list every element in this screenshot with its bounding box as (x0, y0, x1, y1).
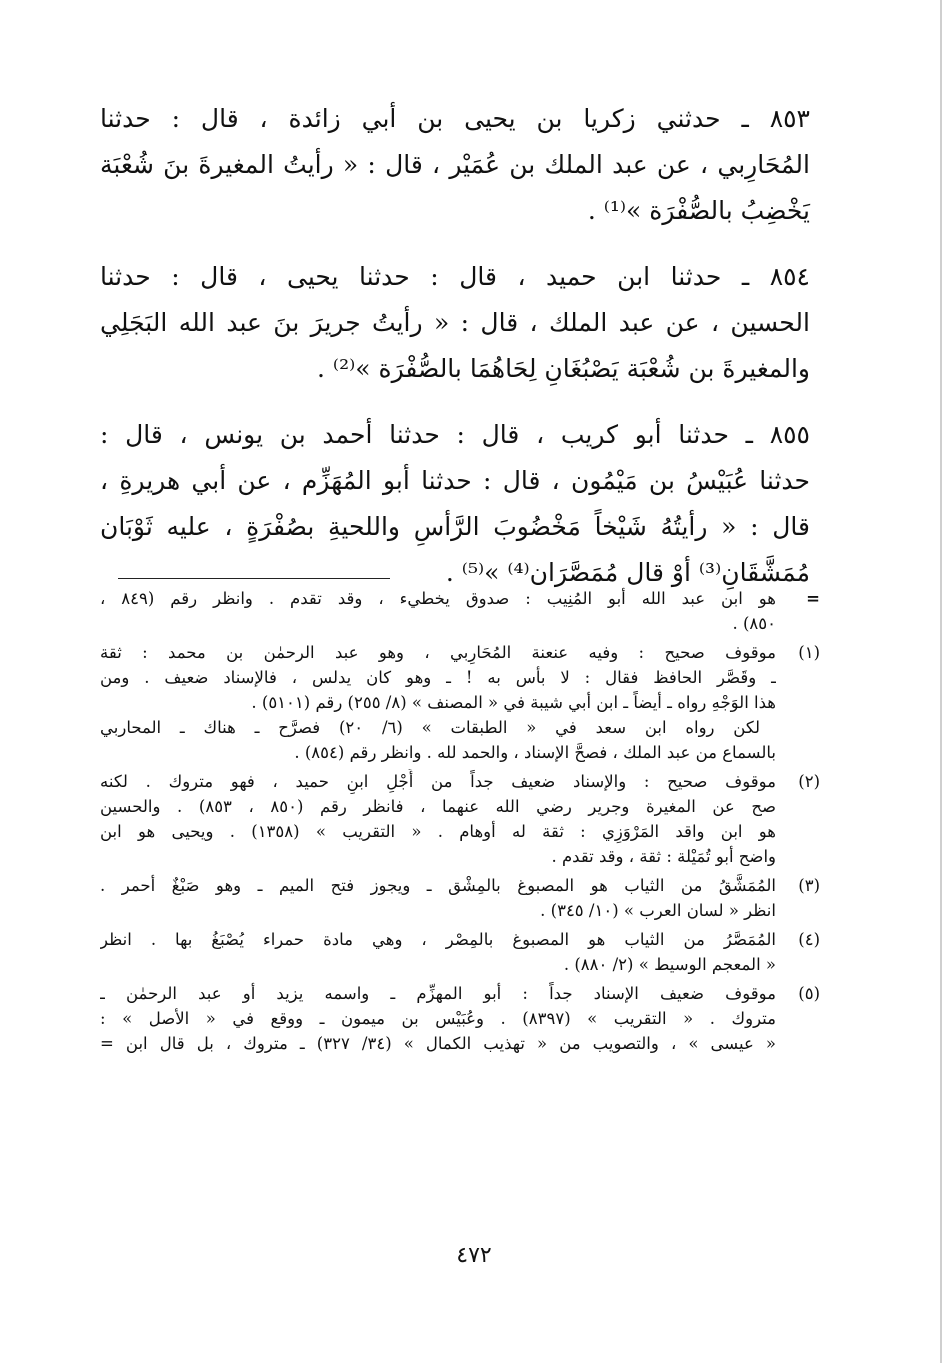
footnote-line: ٨٥٠) . (732, 614, 776, 633)
footnote-line: لكن رواه ابن سعد في « الطبقات » (٦/ ٢٠) فصرَّح ـ هناك ـ المحاربي (100, 718, 760, 737)
text-line: الحسين ، عن عبد الملك ، قال : « رأيتُ جريرَ بنَ عبد الله البَجَلِي (100, 308, 810, 337)
footnote-line: « المعجم الوسيط » (٢/ ٨٨٠) . (563, 955, 776, 974)
scan-edge (940, 0, 942, 1363)
footnote-line: موقوف صحيح : والإسناد ضعيف جداً من أَجْلِ ابنِ حميد ، فهو متروك . لكنه (100, 772, 776, 791)
footnote-marker: (٤) (798, 930, 820, 949)
text-line: ٨٥٤ ـ حدثنا ابن حميد ، قال : حدثنا يحيى ، قال : حدثنا (100, 262, 810, 291)
hadith-text (100, 96, 810, 616)
footnote-line: صح عن المغيرة وجرير رضي الله عنهما ، فانظر رقم (٨٥٠ ، ٨٥٣) . والحسين (100, 797, 776, 816)
footnote-line: هو ابن عبد الله أبو المُنِيب : صدوق يخطيء ، وقد تقدم . وانظر رقم (٨٤٩ ، (100, 589, 776, 608)
footnote-line: المُمَشَّقُ من الثياب هو المصبوغ بالمِشْق ـ ويجوز فتح الميم ـ وهو صَبْغٌ أحمر . (100, 876, 776, 895)
footnote-line: متروك . « التقريب » (٨٣٩٧) . وعُبَيْس بن ميمون ـ ووقع في « الأصل » : (100, 1009, 776, 1028)
footnote-separator (118, 578, 390, 579)
footnote-line: موقوف ضعيف الإسناد جداً : أبو المهزِّم ـ واسمه يزيد أو عبد الرحمٰن ـ (100, 984, 776, 1003)
footnote-1 (100, 640, 820, 765)
footnote-marker: (١) (798, 643, 820, 662)
footnote-line: ـ وقَصَّر الحافظ فقال : لا بأس به ! ـ وهو كان يدلس ، فالإسناد ضعيف . ومن (100, 668, 776, 687)
footnote-line: موقوف صحيح : وفيه عنعنة المُحَارِبي ، وهو عبد الرحمٰن بن محمد : ثقة (100, 643, 776, 662)
footnote-marker: (٣) (798, 876, 820, 895)
footnote-marker: (٥) (798, 984, 820, 1003)
footnote-line: انظر « لسان العرب » (١٠/ ٣٤٥) . (540, 901, 776, 920)
footnote-marker: (٢) (798, 772, 820, 791)
text-line: مُمَشَّقَانِ⁽³⁾ أوْ قال مُمَصَّرَان⁽⁴⁾ »⁽⁵⁾ . (445, 558, 810, 587)
footnote-line: « عيسى » ، والتصويب من « تهذيب الكمال » (٣٤/ ٣٢٧) ـ متروك ، بل قال ابن = (100, 1034, 776, 1053)
page-number: ٤٧٢ (456, 1243, 492, 1268)
text-line: ٨٥٣ ـ حدثني زكريا بن يحيى بن أبي زائدة ، قال : حدثنا (100, 104, 810, 133)
text-line: المُحَارِبي ، عن عبد الملك بن عُمَيْر ، قال : « رأيتُ المغيرةَ بنَ شُعْبَة (100, 150, 810, 179)
footnote-2 (100, 769, 820, 869)
hadith-853 (100, 96, 810, 234)
footnote-continued (100, 586, 820, 636)
footnotes (100, 586, 820, 1060)
hadith-855 (100, 412, 810, 596)
footnote-line: بالسماع من عبد الملك ، فصحَّ الإسناد ، والحمد لله . وانظر رقم (٨٥٤) . (294, 743, 776, 762)
footnote-3 (100, 873, 820, 923)
text-line: يَخْضِبُ بالصُّفْرَة »⁽¹⁾ . (587, 196, 810, 225)
text-line: قال : « رأيتُهُ شَيْخاً مَخْضُوبَ الرَّأسِ واللحيةِ بصُفْرَةٍ ، عليه ثَوْبَان (100, 512, 810, 541)
footnote-line: واضح أبو تُمَيْلة : ثقة ، وقد تقدم . (551, 847, 776, 866)
footnote-5 (100, 981, 820, 1056)
hadith-854 (100, 254, 810, 392)
footnote-marker: = (806, 589, 820, 608)
text-line: حدثنا عُبَيْسُ بن مَيْمُون ، قال : حدثنا أبو المُهَزِّم ، عن أبي هريرةِ ، (100, 466, 810, 495)
text-line: والمغيرةَ بن شُعْبَة يَصْبُغَانِ لِحَاهُمَا بالصُّفْرَة »⁽²⁾ . (317, 354, 810, 383)
footnote-line: هذا الوَجْهِ رواه ـ أيضاً ـ ابن أبي شيبة في « المصنف » (٨/ ٢٥٥) رقم (٥١٠١) . (251, 693, 776, 712)
footnote-line: المُمَصَّرُ من الثياب هو المصبوغ بالمِصْر ، وهي مادة حمراء يُصْبَغُ بها . انظر (100, 930, 776, 949)
text-line: ٨٥٥ ـ حدثنا أبو كريب ، قال : حدثنا أحمد بن يونس ، قال : (100, 420, 810, 449)
footnote-4 (100, 927, 820, 977)
footnote-line: هو ابن واقد المَرْوَزِي : ثقة له أوهام . « التقريب » (١٣٥٨) . ويحيى هو ابن (100, 822, 776, 841)
